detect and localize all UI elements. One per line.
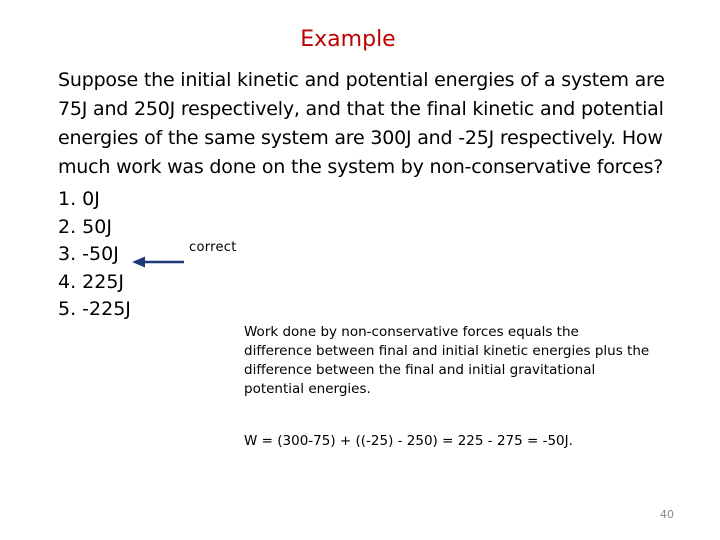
explanation-line: Work done by non-conservative forces equals the xyxy=(244,324,579,340)
question-line: Suppose the initial kinetic and potential energies of a system are xyxy=(58,69,665,91)
option-2: 2. 50J xyxy=(58,215,112,238)
explanation-text xyxy=(244,323,704,399)
question-line: much work was done on the system by non-conservative forces? xyxy=(58,156,664,178)
question-text xyxy=(58,66,708,182)
explanation-line: difference between the final and initial gravitational xyxy=(244,362,596,378)
slide-title: Example xyxy=(300,27,396,52)
question-line: energies of the same system are 300J and -25J respectively. How xyxy=(58,127,663,149)
left-arrow-icon xyxy=(132,255,184,269)
explanation-line: potential energies. xyxy=(244,381,371,397)
answer-options xyxy=(58,186,131,324)
option-3: 3. -50J xyxy=(58,243,119,266)
question-line: 75J and 250J respectively, and that the final kinetic and potential xyxy=(58,98,664,120)
explanation-line: difference between final and initial kinetic energies plus the xyxy=(244,343,650,359)
work-equation: W = (300-75) + ((-25) - 250) = 225 - 275 = -50J. xyxy=(244,433,573,449)
correct-label: correct xyxy=(189,240,237,255)
page-number: 40 xyxy=(660,508,674,521)
option-5: 5. -225J xyxy=(58,298,131,321)
option-1: 1. 0J xyxy=(58,188,100,210)
option-4: 4. 225J xyxy=(58,270,125,293)
